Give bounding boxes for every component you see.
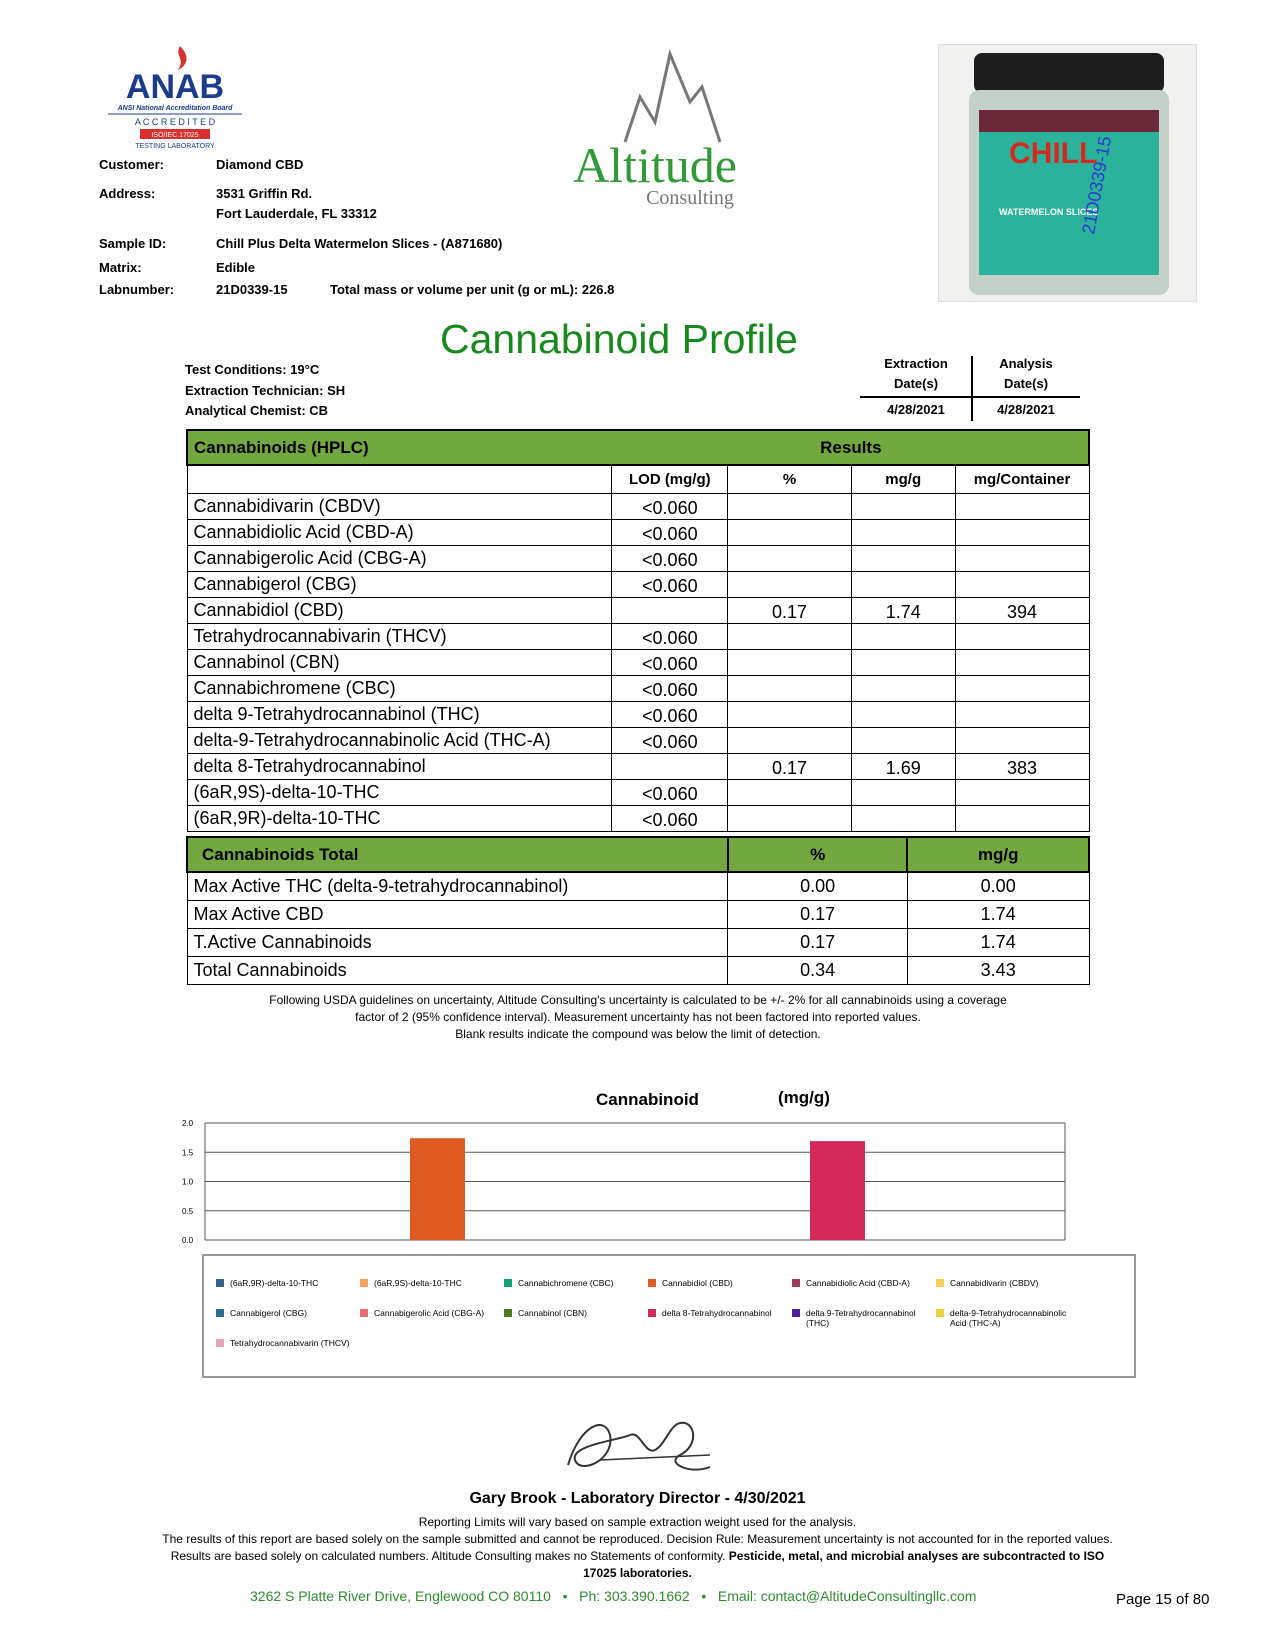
legend-label: delta 8-Tetrahydrocannabinol (662, 1308, 772, 1318)
legend-label: Cannabinol (CBN) (518, 1308, 587, 1318)
table-row (187, 649, 1089, 675)
legend-swatch (216, 1339, 224, 1347)
totals-row (187, 900, 1089, 928)
anab-logo (100, 42, 250, 154)
address-line1: 3531 Griffin Rd. (216, 186, 313, 201)
results-column-headers (187, 465, 1089, 493)
sample-id-value: Chill Plus Delta Watermelon Slices - (A871680) (216, 236, 503, 251)
mg-per-g-value (851, 519, 955, 545)
cannabinoid-name: Cannabigerol (CBG) (187, 571, 612, 597)
mg-per-container-value (955, 805, 1089, 831)
mg-per-container-value (955, 493, 1089, 519)
footer-line-3a: Results are based solely on calculated numbers. Altitude Consulting makes no Statements of conformity. (170, 1549, 726, 1563)
legend-swatch (216, 1309, 224, 1317)
sample-id-label: Sample ID: (99, 236, 167, 251)
y-tick-label: 0.0 (182, 1236, 194, 1245)
legend-entry (504, 1308, 644, 1318)
mg-per-g-value (851, 675, 955, 701)
total-percent: 0.00 (728, 872, 908, 900)
director-name: Gary Brook - Laboratory Director - 4/30/2021 (469, 1490, 806, 1507)
percent-value (728, 545, 852, 571)
date-divider (860, 396, 1080, 398)
mg-per-container-value (955, 649, 1089, 675)
altitude-wordmark: Altitude (573, 137, 737, 193)
footer-line-1: Reporting Limits will vary based on sample extraction weight used for the analysis. (418, 1515, 857, 1529)
mg-per-container-value (955, 519, 1089, 545)
uncertainty-note (186, 992, 1090, 1043)
legend-label: Cannabigerolic Acid (CBG-A) (374, 1308, 485, 1318)
legend-swatch (360, 1309, 368, 1317)
totals-header-mg-per-g: mg/g (907, 837, 1089, 872)
mg-per-g-value (851, 545, 955, 571)
header-mg-per-g: mg/g (851, 465, 955, 493)
product-photo (938, 44, 1197, 302)
analysis-header-1: Analysis (999, 356, 1053, 371)
cannabinoid-name: Cannabidivarin (CBDV) (187, 493, 612, 519)
y-tick-label: 0.5 (182, 1206, 194, 1216)
test-conditions: Test Conditions: 19°C (185, 362, 320, 377)
percent-value (728, 701, 852, 727)
results-section-header (187, 430, 1089, 465)
mass-per-unit: Total mass or volume per unit (g or mL): 226.8 (330, 282, 615, 297)
header-lod: LOD (mg/g) (612, 465, 728, 493)
cannabinoid-name: Cannabidiol (CBD) (187, 597, 612, 623)
mg-per-g-value (851, 779, 955, 805)
photo-handwriting: 21D0339-15 (1078, 134, 1116, 236)
uncertainty-line-2: factor of 2 (95% confidence interval). Measurement uncertainty has not been factored into reported values. (355, 1010, 921, 1024)
percent-value: 0.17 (728, 597, 852, 623)
cannabinoid-name: Tetrahydrocannabivarin (THCV) (187, 623, 612, 649)
totals-row (187, 956, 1089, 984)
legend-swatch (936, 1309, 944, 1317)
totals-header-percent: % (728, 837, 908, 872)
altitude-logo (530, 42, 780, 217)
legend-label: Tetrahydrocannabivarin (THCV) (230, 1338, 350, 1348)
results-table (186, 429, 1090, 832)
lod-value: <0.060 (612, 805, 728, 831)
total-percent: 0.17 (728, 900, 908, 928)
percent-value (728, 779, 852, 805)
table-row (187, 597, 1089, 623)
legend-swatch (648, 1279, 656, 1287)
page-number: Page 15 of 80 (1116, 1591, 1210, 1608)
total-name: Max Active THC (delta-9-tetrahydrocannabinol) (187, 872, 728, 900)
footer-line-2: The results of this report are based solely on the sample submitted and cannot be reproduced. Decision Rule: Measurement uncertainty is not accounted for in the reported values. (162, 1532, 1113, 1546)
photo-product: WATERMELON SLICES (999, 207, 1099, 217)
legend-entry (792, 1278, 932, 1288)
cannabinoid-name: delta 9-Tetrahydrocannabinol (THC) (187, 701, 612, 727)
legend-label: (6aR,9R)-delta-10-THC (230, 1278, 319, 1288)
cannabinoid-name: (6aR,9R)-delta-10-THC (187, 805, 612, 831)
lod-value: <0.060 (612, 701, 728, 727)
bar-cannabidiol-cbd- (410, 1138, 465, 1240)
y-tick-label: 2.0 (182, 1119, 194, 1128)
percent-value (728, 519, 852, 545)
total-name: Max Active CBD (187, 900, 728, 928)
labnumber-label: Labnumber: (99, 282, 175, 297)
percent-value (728, 493, 852, 519)
percent-value (728, 623, 852, 649)
mg-per-container-value (955, 701, 1089, 727)
table-row (187, 779, 1089, 805)
mg-per-g-value (851, 649, 955, 675)
mg-per-container-value (955, 545, 1089, 571)
mg-per-g-value (851, 493, 955, 519)
extraction-dates (860, 356, 972, 391)
cannabinoid-name: delta 8-Tetrahydrocannabinol (187, 753, 612, 779)
y-tick-label: 1.5 (182, 1148, 194, 1158)
anab-iso: ISO/IEC 17025 (151, 132, 199, 139)
legend-swatch (792, 1309, 800, 1317)
lod-value: <0.060 (612, 519, 728, 545)
legend-label: delta-9-Tetrahydrocannabinolic Acid (THC-A) (950, 1308, 1067, 1328)
legend-entry (504, 1278, 644, 1288)
uncertainty-line-3: Blank results indicate the compound was below the limit of detection. (455, 1027, 821, 1041)
mg-per-container-value: 383 (955, 753, 1089, 779)
extraction-header-1: Extraction (884, 356, 948, 371)
legend-entry (216, 1308, 356, 1318)
mg-per-container-value (955, 779, 1089, 805)
total-name: Total Cannabinoids (187, 956, 728, 984)
legend-label: Cannabichromene (CBC) (518, 1278, 614, 1288)
lod-value: <0.060 (612, 623, 728, 649)
legend-label: Cannabidiolic Acid (CBD-A) (806, 1278, 910, 1288)
legend-swatch (216, 1279, 224, 1287)
legend-entry (936, 1278, 1076, 1288)
anab-subtitle: ANSI National Accreditation Board (117, 105, 233, 112)
totals-row (187, 872, 1089, 900)
total-mg-per-g: 3.43 (907, 956, 1089, 984)
legend-entry (360, 1308, 500, 1318)
legend-swatch (504, 1279, 512, 1287)
mg-per-container-value (955, 727, 1089, 753)
matrix-value: Edible (216, 260, 256, 275)
legend-label: delta 9-Tetrahydrocannabinol (THC) (806, 1308, 916, 1328)
table-row (187, 805, 1089, 831)
mg-per-container-value (955, 675, 1089, 701)
total-mg-per-g: 0.00 (907, 872, 1089, 900)
director-signature (560, 1405, 720, 1485)
legend-entry (648, 1308, 788, 1318)
mg-per-g-value (851, 623, 955, 649)
anab-accredited: A C C R E D I T E D (134, 117, 216, 127)
total-percent: 0.17 (728, 928, 908, 956)
legend-label: Cannabigerol (CBG) (230, 1308, 308, 1318)
legend-entry (792, 1308, 932, 1328)
mg-per-container-value: 394 (955, 597, 1089, 623)
legend-label: Cannabidiol (CBD) (662, 1278, 733, 1288)
table-row (187, 727, 1089, 753)
chart-unit: (mg/g) (778, 1088, 830, 1107)
footer-line-3 (0, 1548, 1275, 1565)
chart-legend (202, 1254, 1136, 1378)
lod-value: <0.060 (612, 649, 728, 675)
cannabinoid-name: Cannabigerolic Acid (CBG-A) (187, 545, 612, 571)
page-title: Cannabinoid Profile (440, 316, 798, 362)
bar-delta-8-tetrahydrocannabinol (810, 1141, 865, 1240)
mg-per-container-value (955, 571, 1089, 597)
percent-value (728, 727, 852, 753)
extraction-header-2: Date(s) (893, 376, 939, 391)
table-row (187, 519, 1089, 545)
lod-value: <0.060 (612, 727, 728, 753)
percent-value (728, 649, 852, 675)
totals-section-header (187, 837, 1089, 872)
anab-testing: TESTING LABORATORY (135, 143, 215, 150)
total-mg-per-g: 1.74 (907, 900, 1089, 928)
legend-entry (360, 1278, 500, 1288)
chart-title: Cannabinoid (596, 1090, 699, 1109)
legend-entry (216, 1338, 356, 1348)
lod-value: <0.060 (612, 493, 728, 519)
address-line2: Fort Lauderdale, FL 33312 (216, 206, 377, 221)
legend-label: (6aR,9S)-delta-10-THC (374, 1278, 462, 1288)
total-percent: 0.34 (728, 956, 908, 984)
table-row (187, 701, 1089, 727)
mg-per-container-value (955, 623, 1089, 649)
percent-value (728, 805, 852, 831)
extraction-technician: Extraction Technician: SH (185, 383, 346, 398)
anab-wordmark: ANAB (125, 68, 225, 106)
altitude-subtitle: Consulting (646, 187, 734, 209)
mg-per-g-value (851, 805, 955, 831)
mg-per-g-value: 1.69 (851, 753, 955, 779)
legend-swatch (648, 1309, 656, 1317)
analysis-header-2: Date(s) (1003, 376, 1049, 391)
results-label: Results (728, 430, 1089, 465)
analysis-date: 4/28/2021 (997, 402, 1055, 417)
totals-table (186, 836, 1090, 985)
legend-swatch (504, 1309, 512, 1317)
legend-entry (648, 1278, 788, 1288)
mg-per-g-value: 1.74 (851, 597, 955, 623)
extraction-date: 4/28/2021 (887, 402, 945, 417)
customer-label: Customer: (99, 157, 165, 172)
table-row (187, 675, 1089, 701)
footer-line-4: 17025 laboratories. (583, 1566, 692, 1580)
results-section-label: Cannabinoids (HPLC) (187, 430, 728, 465)
table-row (187, 623, 1089, 649)
table-row (187, 545, 1089, 571)
legend-swatch (792, 1279, 800, 1287)
lod-value: <0.060 (612, 779, 728, 805)
mg-per-g-value (851, 727, 955, 753)
percent-value (728, 675, 852, 701)
totals-row (187, 928, 1089, 956)
matrix-label: Matrix: (99, 260, 142, 275)
legend-label: Cannabidivarin (CBDV) (950, 1278, 1039, 1288)
customer-value: Diamond CBD (216, 157, 304, 172)
labnumber-value: 21D0339-15 (216, 282, 288, 297)
y-tick-label: 1.0 (182, 1177, 194, 1187)
legend-entry (936, 1308, 1076, 1328)
table-row (187, 493, 1089, 519)
cannabinoid-name: Cannabidiolic Acid (CBD-A) (187, 519, 612, 545)
legend-entry (216, 1278, 356, 1288)
lod-value: <0.060 (612, 675, 728, 701)
table-row (187, 753, 1089, 779)
header-mg-per-container: mg/Container (955, 465, 1089, 493)
uncertainty-line-1: Following USDA guidelines on uncertainty, Altitude Consulting's uncertainty is calculated to be +/- 2% for all cannabinoids using a coverage (269, 993, 1007, 1007)
analysis-dates (972, 356, 1080, 391)
blank-header-cell (187, 465, 612, 493)
mg-per-g-value (851, 701, 955, 727)
footer-contact: 3262 S Platte River Drive, Englewood CO 80110 • Ph: 303.390.1662 • Email: contact@AltitudeConsultingllc.com (250, 1588, 977, 1604)
cannabinoid-name: Cannabinol (CBN) (187, 649, 612, 675)
lod-value (612, 597, 728, 623)
cannabinoid-name: delta-9-Tetrahydrocannabinolic Acid (THC-A) (187, 727, 612, 753)
total-mg-per-g: 1.74 (907, 928, 1089, 956)
header-percent: % (728, 465, 852, 493)
percent-value: 0.17 (728, 753, 852, 779)
footer-line-3b: Pesticide, metal, and microbial analyses are subcontracted to ISO (728, 1549, 1105, 1563)
address-label: Address: (99, 186, 156, 201)
cannabinoid-name: (6aR,9S)-delta-10-THC (187, 779, 612, 805)
legend-swatch (936, 1279, 944, 1287)
totals-section-label: Cannabinoids Total (187, 837, 728, 872)
lod-value: <0.060 (612, 571, 728, 597)
total-name: T.Active Cannabinoids (187, 928, 728, 956)
lod-value (612, 753, 728, 779)
cannabinoid-name: Cannabichromene (CBC) (187, 675, 612, 701)
legend-swatch (360, 1279, 368, 1287)
mg-per-g-value (851, 571, 955, 597)
photo-brand: CHILL (1009, 137, 1098, 170)
bar-chart (180, 1110, 1130, 1250)
footer-disclaimer (0, 1514, 1275, 1582)
lod-value: <0.060 (612, 545, 728, 571)
percent-value (728, 571, 852, 597)
analytical-chemist: Analytical Chemist: CB (185, 403, 329, 418)
table-row (187, 571, 1089, 597)
